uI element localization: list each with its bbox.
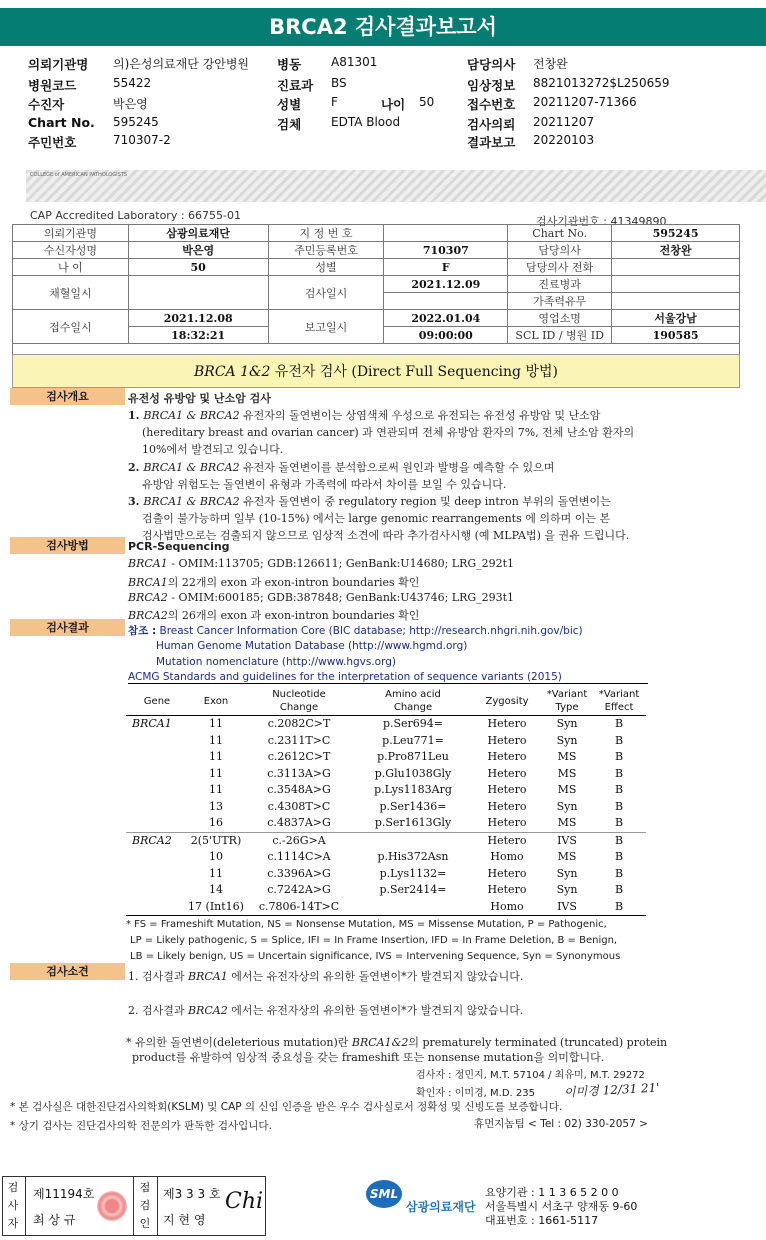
variant-effect: B bbox=[614, 883, 624, 896]
variant-exon: 11 bbox=[209, 733, 223, 747]
info-cell: 가족력유무 bbox=[508, 293, 612, 310]
variant-gene bbox=[126, 899, 188, 916]
contact-info: 휴먼지놈팀 < Tel : 02) 330-2057 > bbox=[474, 1118, 648, 1130]
info-value bbox=[384, 225, 508, 242]
info-cell: 성별 bbox=[268, 259, 384, 276]
accreditation-notice: * 본 검사실은 대한진단검사의학회(KSLM) 및 CAP 의 신임 인증을 받은 우수 검사실로서 정확성 및 신빙도를 보증합니다. bbox=[10, 1101, 563, 1113]
info-value bbox=[612, 259, 740, 276]
req-value: 20211207 bbox=[533, 115, 595, 129]
variant-row bbox=[126, 782, 646, 799]
variant-row bbox=[126, 733, 646, 750]
spacer-row bbox=[12, 341, 740, 355]
variant-row bbox=[126, 849, 646, 866]
patient-value: 박은영 bbox=[113, 97, 148, 111]
info-cell: 의뢰기관명 bbox=[13, 225, 129, 242]
variant-gene bbox=[126, 733, 188, 750]
chart-value: 595245 bbox=[113, 115, 159, 129]
variant-gene bbox=[126, 799, 188, 816]
variant-type: IVS bbox=[542, 899, 592, 916]
variant-type: MS bbox=[557, 850, 577, 863]
info-value: 2021.12.09 bbox=[384, 276, 508, 293]
variant-row bbox=[126, 815, 646, 832]
legend-line: * FS = Frameshift Mutation, NS = Nonsense Mutation, MS = Missense Mutation, P = Pathogenic, bbox=[126, 919, 607, 930]
variant-nuc: c.2612C>T bbox=[267, 750, 331, 763]
age-label: 나이 bbox=[381, 97, 406, 112]
handwritten-signature: 이미경 12/31 21' bbox=[563, 1080, 660, 1100]
doctor-value: 전창완 bbox=[533, 57, 568, 71]
variant-aa: p.Leu771= bbox=[382, 733, 444, 747]
variant-gene bbox=[126, 849, 188, 866]
variant-exon: 11 bbox=[209, 783, 223, 796]
variant-nuc: c.-26G>A bbox=[244, 832, 354, 849]
variant-table bbox=[126, 687, 646, 916]
variant-gene: BRCA1 bbox=[132, 717, 172, 730]
inst-value: 의)은성의료재단 강안병원 bbox=[113, 57, 250, 71]
info-cell: 채혈일시 bbox=[13, 276, 129, 310]
info-cell: 나 이 bbox=[13, 259, 129, 276]
variant-exon: 17 (Int16) bbox=[188, 899, 244, 916]
confirm-number: 제3 3 3 호 bbox=[163, 1187, 221, 1201]
variant-type: Syn bbox=[556, 733, 578, 747]
variant-effect: B bbox=[614, 799, 624, 813]
test-title-text: 유전자 검사 (Direct Full Sequencing 방법) bbox=[274, 364, 558, 380]
info-row bbox=[13, 259, 740, 276]
info-value: F bbox=[384, 259, 508, 276]
variant-zyg: Hetero bbox=[487, 816, 527, 829]
specimen-value: EDTA Blood bbox=[331, 115, 401, 129]
header-info bbox=[0, 52, 766, 152]
info-cell: 진료병과 bbox=[508, 276, 612, 293]
overview-heading: 유전성 유방암 및 난소암 검사 bbox=[128, 392, 271, 405]
checker-name: 최 상 규 bbox=[33, 1213, 76, 1227]
variant-row bbox=[126, 899, 646, 916]
info-cell: SCL ID / 병원 ID bbox=[508, 327, 612, 344]
overview-line: 3. BRCA1 & BRCA2 유전자 돌연변이 중 regulatory region 및 deep intron 부위의 돌연변이는 bbox=[128, 495, 611, 508]
info-value: 50 bbox=[128, 259, 268, 276]
rrn-value: 710307-2 bbox=[113, 133, 171, 147]
variant-zyg: Hetero bbox=[487, 799, 527, 813]
report-title: BRCA2 검사결과보고서 bbox=[269, 15, 497, 39]
note-line: product를 유발하여 임상적 중요성을 갖는 frameshift 또는 nonsense mutation을 의미합니다. bbox=[132, 1051, 605, 1064]
variant-exon: 11 bbox=[209, 866, 223, 880]
overview-line: 검사법만으로는 검출되지 않으므로 임상적 소견에 따라 추가검사시행 (예 MLPA법) 을 권유 드립니다. bbox=[142, 529, 630, 542]
variant-zyg: Hetero bbox=[487, 866, 527, 880]
variant-exon: 11 bbox=[209, 750, 223, 763]
variant-effect: B bbox=[614, 733, 624, 747]
info-cell: 담당의사 전화 bbox=[508, 259, 612, 276]
variant-gene bbox=[126, 749, 188, 766]
recv-label: 접수번호 bbox=[467, 97, 516, 112]
dept-value: BS bbox=[331, 76, 347, 90]
info-value: 박은영 bbox=[128, 242, 268, 259]
variant-aa: p.Pro871Leu bbox=[377, 750, 449, 763]
variant-gene bbox=[126, 866, 188, 883]
col-gene: Gene bbox=[126, 687, 188, 716]
variant-nuc: c.2311T>C bbox=[267, 733, 331, 747]
variant-effect: B bbox=[614, 766, 624, 780]
method-label: 검사방법 bbox=[10, 537, 125, 554]
logo-name: 삼광의료재단 bbox=[406, 1200, 476, 1214]
info-cell: 주민등록번호 bbox=[268, 242, 384, 259]
variant-type: MS bbox=[557, 816, 577, 829]
variant-nuc: c.7242A>G bbox=[267, 883, 331, 896]
info-row bbox=[13, 225, 740, 242]
variant-zyg: Hetero bbox=[487, 783, 527, 796]
variant-zyg: Homo bbox=[472, 899, 542, 916]
cap-watermark-text: COLLEGE of AMERICAN PATHOLOGISTS bbox=[30, 172, 128, 178]
variant-row bbox=[126, 716, 646, 733]
variant-row bbox=[126, 832, 646, 849]
findings-label: 검사소견 bbox=[10, 963, 125, 980]
info-row bbox=[13, 310, 740, 327]
info-cell: 접수일시 bbox=[13, 310, 129, 344]
hospital-number: 검사기관번호 : 41349890 bbox=[536, 215, 667, 228]
variant-effect: B bbox=[614, 783, 624, 796]
variant-nuc: c.4837A>G bbox=[267, 816, 331, 829]
confirm-name: 지 현 영 bbox=[163, 1213, 206, 1227]
dept-label: 진료과 bbox=[277, 78, 314, 93]
finding-line: 2. 검사결과 BRCA2 에서는 유전자상의 유의한 돌연변이*가 발견되지 않았습니다. bbox=[128, 1004, 524, 1017]
interpretation-notice: * 상기 검사는 진단검사의학 전문의가 판독한 검사입니다. bbox=[10, 1120, 272, 1132]
variant-gene bbox=[126, 815, 188, 832]
info-value: 710307 bbox=[384, 242, 508, 259]
info-value bbox=[612, 293, 740, 310]
reference-line: Human Genome Mutation Database (http://www.hgmd.org) bbox=[156, 640, 468, 652]
variant-nuc: c.4308T>C bbox=[267, 799, 331, 813]
footer bbox=[0, 1158, 766, 1240]
info-cell: 지 정 번 호 bbox=[268, 225, 384, 242]
method-line: BRCA1 - OMIM:113705; GDB:126611; GenBank:U14680; LRG_292t1 bbox=[128, 557, 515, 570]
confirmer-line: 확인자 : 이미경, M.D. 235 bbox=[416, 1088, 535, 1099]
req-label: 검사의뢰 bbox=[467, 117, 516, 132]
ward-value: A81301 bbox=[331, 55, 378, 69]
variant-aa: p.Ser1613Gly bbox=[374, 816, 452, 829]
finding-line: 1. 검사결과 BRCA1 에서는 유전자상의 유의한 돌연변이*가 발견되지 않았습니다. bbox=[128, 970, 524, 983]
info-value: 삼광의료재단 bbox=[128, 225, 268, 242]
seal-icon bbox=[97, 1191, 127, 1221]
confirm-label: 점검인 bbox=[139, 1181, 151, 1230]
overview-label: 검사개요 bbox=[10, 388, 125, 405]
variant-row bbox=[126, 866, 646, 883]
sml-logo: SML bbox=[366, 1180, 402, 1208]
code-value: 55422 bbox=[113, 76, 152, 90]
doctor-label: 담당의사 bbox=[467, 57, 516, 72]
variant-effect: B bbox=[592, 899, 646, 916]
scanned-report bbox=[8, 206, 764, 1146]
age-value: 50 bbox=[419, 95, 435, 109]
institution-code: 요양기관 : 1 1 3 6 5 2 0 0 bbox=[485, 1186, 619, 1199]
variant-effect: B bbox=[614, 866, 624, 880]
overview-line: 10%에서 발견되고 있습니다. bbox=[142, 443, 284, 456]
variant-type: MS bbox=[557, 766, 577, 780]
report-value: 20220103 bbox=[533, 133, 595, 147]
info-row bbox=[13, 276, 740, 293]
reference-line: ACMG Standards and guidelines for the interpretation of sequence variants (2015) bbox=[128, 671, 648, 684]
variant-row bbox=[126, 749, 646, 766]
variant-exon: 13 bbox=[209, 799, 223, 813]
info-row bbox=[13, 242, 740, 259]
variant-nuc: c.3548A>G bbox=[267, 783, 331, 796]
info-value bbox=[612, 276, 740, 293]
col-zygosity: Zygosity bbox=[472, 687, 542, 716]
variant-exon: 10 bbox=[209, 850, 223, 863]
method-line: BRCA1의 22개의 exon 과 exon-intron boundaries 확인 bbox=[128, 576, 420, 589]
col-nucleotide: Nucleotide Change bbox=[244, 687, 354, 716]
variant-aa: p.Ser2414= bbox=[379, 883, 447, 896]
checker-label: 검사자 bbox=[7, 1181, 19, 1230]
variant-gene bbox=[126, 766, 188, 783]
info-value: 18:32:21 bbox=[128, 327, 268, 344]
variant-type: IVS bbox=[542, 832, 592, 849]
legend-line: LP = Likely pathogenic, S = Splice, IFI = In Frame Insertion, IFD = In Frame Deletion, B = Benign, bbox=[130, 935, 618, 946]
variant-effect: B bbox=[592, 832, 646, 849]
variant-nuc: c.3396A>G bbox=[267, 866, 331, 880]
variant-aa: p.Lys1132= bbox=[379, 866, 447, 880]
test-title-gene: BRCA 1&2 bbox=[194, 364, 271, 380]
variant-type: Syn bbox=[556, 717, 578, 730]
variant-effect: B bbox=[614, 750, 624, 763]
recv-value: 20211207-71366 bbox=[533, 95, 637, 109]
reference-line: 참조 : Breast Cancer Information Core (BIC database; http://research.nhgri.nih.gov/bic) bbox=[128, 625, 583, 637]
reference-line: Mutation nomenclature (http://www.hgvs.org) bbox=[156, 656, 396, 668]
checker-number: 제11194호 bbox=[33, 1187, 95, 1201]
variant-nuc: c.7806-14T>C bbox=[244, 899, 354, 916]
info-value: 2021.12.08 bbox=[128, 310, 268, 327]
variant-nuc: c.2082C>T bbox=[267, 717, 331, 730]
variant-header bbox=[126, 687, 646, 716]
variant-type: Syn bbox=[556, 799, 578, 813]
patient-info-table bbox=[12, 224, 740, 344]
col-variant-effect: *Variant Effect bbox=[592, 687, 646, 716]
signature-scribble: Chi bbox=[225, 1189, 264, 1214]
clinical-value: 8821013272$L250659 bbox=[533, 76, 670, 90]
col-variant-type: *Variant Type bbox=[542, 687, 592, 716]
info-cell: 영업소명 bbox=[508, 310, 612, 327]
overview-line: (hereditary breast and ovarian cancer) 과 연관되며 전체 유방암 환자의 7%, 전체 난소암 환자의 bbox=[142, 426, 635, 439]
variant-gene bbox=[126, 882, 188, 899]
method-line: BRCA2의 26개의 exon 과 exon-intron boundaries 확인 bbox=[128, 609, 420, 622]
info-value: 190585 bbox=[612, 327, 740, 344]
cap-lab-number: CAP Accredited Laboratory : 66755-01 bbox=[30, 209, 241, 222]
variant-aa: p.Glu1038Gly bbox=[374, 766, 452, 780]
tester-line: 검사자 : 정민지, M.T. 57104 / 최유미, M.T. 29272 bbox=[416, 1070, 645, 1081]
variant-nuc: c.3113A>G bbox=[267, 766, 331, 780]
variant-exon: 11 bbox=[209, 717, 223, 730]
clinical-label: 임상정보 bbox=[467, 78, 516, 93]
method-line: BRCA2 - OMIM:600185; GDB:387848; GenBank:U43746; LRG_293t1 bbox=[128, 591, 515, 604]
variant-type: Syn bbox=[556, 883, 578, 896]
ward-label: 병동 bbox=[277, 57, 302, 72]
variant-row bbox=[126, 882, 646, 899]
variant-gene bbox=[126, 782, 188, 799]
variant-effect: B bbox=[614, 717, 624, 730]
code-label: 병원코드 bbox=[28, 78, 77, 93]
variant-zyg: Hetero bbox=[487, 717, 527, 730]
variant-zyg: Homo bbox=[490, 850, 524, 863]
info-value: 서울강남 bbox=[612, 310, 740, 327]
variant-zyg: Hetero bbox=[487, 883, 527, 896]
overview-line: 검출이 불가능하며 일부 (10-15%) 에서는 large genomic rearrangements 에 의하며 이는 본 bbox=[142, 512, 611, 525]
legend-line: LB = Likely benign, US = Uncertain significance, IVS = Intervening Sequence, Syn = Synonymous bbox=[130, 951, 621, 962]
inst-label: 의뢰기관명 bbox=[28, 57, 89, 72]
col-amino-acid: Amino acid Change bbox=[354, 687, 472, 716]
info-value: 595245 bbox=[612, 225, 740, 242]
variant-aa: p.Ser1436= bbox=[379, 799, 447, 813]
signature-stamp-box bbox=[2, 1176, 266, 1236]
variant-nuc: c.1114C>A bbox=[267, 850, 331, 863]
note-line: * 유의한 돌연변이(deleterious mutation)란 BRCA1&2의 prematurely terminated (truncated) protein bbox=[126, 1036, 668, 1049]
specimen-label: 검체 bbox=[277, 117, 302, 132]
variant-zyg: Hetero bbox=[487, 733, 527, 747]
rrn-label: 주민번호 bbox=[28, 135, 77, 150]
variant-gene: BRCA2 bbox=[126, 832, 188, 849]
info-value bbox=[128, 276, 268, 310]
variant-zyg: Hetero bbox=[487, 766, 527, 780]
variant-aa bbox=[354, 899, 472, 916]
variant-aa: p.Ser694= bbox=[382, 717, 444, 730]
report-banner bbox=[0, 8, 766, 46]
variant-effect: B bbox=[614, 816, 624, 829]
info-cell: 담당의사 bbox=[508, 242, 612, 259]
col-exon: Exon bbox=[188, 687, 244, 716]
info-value: 전창완 bbox=[612, 242, 740, 259]
variant-type: Syn bbox=[556, 866, 578, 880]
variant-exon: 16 bbox=[209, 816, 223, 829]
variant-exon: 14 bbox=[209, 883, 223, 896]
institution-phone: 대표번호 : 1661-5117 bbox=[485, 1214, 599, 1227]
variant-aa: p.Lys1183Arg bbox=[374, 783, 452, 796]
sex-value: F bbox=[331, 95, 338, 109]
variant-type: MS bbox=[557, 783, 577, 796]
variant-exon: 11 bbox=[209, 766, 223, 780]
info-value: 09:00:00 bbox=[384, 327, 508, 344]
info-cell: 보고일시 bbox=[268, 310, 384, 344]
patient-label: 수진자 bbox=[28, 97, 65, 112]
variant-rows bbox=[126, 716, 646, 916]
variant-row bbox=[126, 799, 646, 816]
variant-zyg: Hetero bbox=[487, 750, 527, 763]
info-cell: 검사일시 bbox=[268, 276, 384, 310]
info-value: 2022.01.04 bbox=[384, 310, 508, 327]
overview-line: 2. BRCA1 & BRCA2 유전자 돌연변이를 분석함으로써 원인과 발병을 예측할 수 있으며 bbox=[128, 461, 555, 474]
results-label: 검사결과 bbox=[10, 619, 125, 636]
institution-address: 서울특별시 서초구 양재동 9-60 bbox=[485, 1200, 638, 1213]
overview-line: 1. BRCA1 & BRCA2 유전자의 돌연변이는 상염색체 우성으로 유전되는 유전성 유방암 및 난소암 bbox=[128, 409, 601, 422]
info-cell: Chart No. bbox=[508, 225, 612, 242]
report-label: 결과보고 bbox=[467, 135, 516, 150]
variant-aa: p.His372Asn bbox=[377, 850, 449, 863]
variant-zyg: Hetero bbox=[472, 832, 542, 849]
info-cell: 수신자성명 bbox=[13, 242, 129, 259]
variant-aa bbox=[354, 832, 472, 849]
method-heading: PCR-Sequencing bbox=[128, 540, 230, 553]
variant-exon: 2(5'UTR) bbox=[188, 832, 244, 849]
cap-watermark-band bbox=[26, 170, 766, 202]
chart-label: Chart No. bbox=[28, 115, 95, 130]
variant-effect: B bbox=[614, 850, 624, 863]
variant-type: MS bbox=[557, 750, 577, 763]
variant-row bbox=[126, 766, 646, 783]
test-title bbox=[12, 354, 740, 388]
sex-label: 성별 bbox=[277, 97, 302, 112]
overview-line: 유방암 위험도는 돌연변이 유형과 가족력에 따라서 차이를 보일 수 있습니다. bbox=[142, 478, 507, 491]
